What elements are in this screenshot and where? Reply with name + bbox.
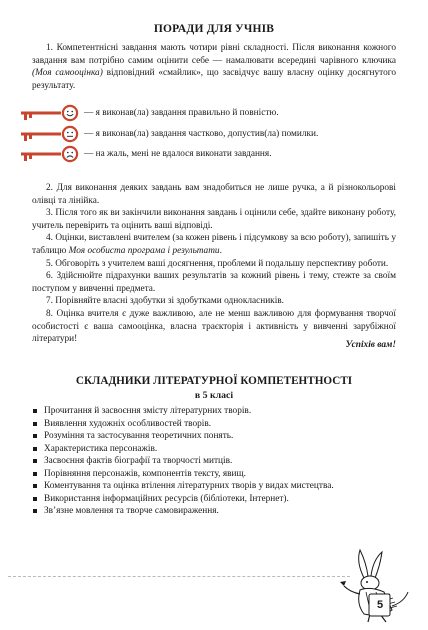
neutral-face-key-icon bbox=[20, 125, 80, 143]
tip-paragraph-6: 6. Здійснюйте підрахунки ваших результатів за кожний рівень і тему, стежте за своїм поступом у вивченні предмета. bbox=[32, 271, 396, 294]
page-number: 5 bbox=[376, 599, 384, 611]
bleed-through-text bbox=[110, 4, 370, 14]
intro-italic: (Моя самооцінка) bbox=[32, 68, 103, 79]
key-label-neutral: — я виконав(ла) завдання частково, допустив(ла) помилки. bbox=[84, 128, 319, 139]
tip-paragraph-4: 4. Оцінки, виставлені вчителем (за кожен рівень і підсумкову за всю роботу), запишіть у таблицю Моя особиста програма і результати. bbox=[32, 233, 396, 256]
tip-paragraph-7: 7. Порівняйте власні здобутки зі здобутками однокласників. bbox=[46, 296, 284, 307]
competence-list bbox=[32, 405, 402, 518]
tip-paragraph-5: 5. Обговоріть з учителем ваші досягнення, проблеми й подальшу перспективу роботи. bbox=[46, 258, 389, 269]
table-name-italic: Моя особиста програма і результати bbox=[68, 245, 220, 256]
section-title-tips: ПОРАДИ ДЛЯ УЧНІВ bbox=[153, 23, 275, 35]
list-item: Використання інформаційних ресурсів (бібліотеки, Інтернет). bbox=[32, 493, 402, 506]
list-item: Засвоєння фактів біографії та творчості митців. bbox=[32, 455, 402, 468]
key-label-happy: — я виконав(ла) завдання правильно й повністю. bbox=[84, 108, 279, 119]
list-item: Характеристика персонажів. bbox=[32, 443, 402, 456]
closing-wish: Успіхів вам! bbox=[345, 340, 396, 350]
self-assessment-keys bbox=[20, 103, 400, 165]
tip-paragraph-2: 2. Для виконання деяких завдань вам знадобиться не лише ручка, а й різнокольорові олівці та лінійка. bbox=[32, 183, 396, 206]
list-item: Виявлення художніх особливостей творів. bbox=[32, 418, 402, 431]
sad-face-key-icon bbox=[20, 145, 80, 163]
list-item: Порівняння персонажів, компонентів тексту, явищ. bbox=[32, 468, 402, 481]
list-item: Прочитання й засвоєння змісту літературних творів. bbox=[32, 405, 402, 418]
tip-paragraph-8: 8. Оцінка вчителя є дуже важливою, але не менш важливою для формування творчої особистості є ваша самооцінка, власна траєкторія і активність у вивченні зарубіжної літератури! bbox=[32, 308, 396, 345]
key-row-neutral bbox=[20, 124, 400, 145]
list-item: Зв’язне мовлення та творче самовираження. bbox=[32, 505, 402, 518]
intro-paragraph: 1. Компетентнісні завдання мають чотири рівні складності. Після виконання кожного завдання вам потрібно самим оцінити себе — намалювати всередині чарівного ключика (Моя самооцінка) відповідний «смайлик», що засвідчує вашу власну оцінку досягнутого результату. bbox=[32, 43, 396, 91]
list-item: Розуміння та застосування теоретичних понять. bbox=[32, 430, 402, 443]
key-label-sad: — на жаль, мені не вдалося виконати завдання. bbox=[84, 149, 272, 160]
footer-dashed-line bbox=[8, 576, 350, 577]
tips-paragraphs bbox=[32, 182, 396, 346]
section-title-competence: СКЛАДНИКИ ЛІТЕРАТУРНОЇ КОМПЕТЕНТНОСТІ bbox=[75, 375, 353, 387]
tip-paragraph-3: 3. Після того як ви закінчили виконання завдань і оцінили себе, здайте виконану роботу, учитель перевірить та оцінить ваші відповіді. bbox=[32, 208, 396, 231]
key-row-sad bbox=[20, 144, 400, 165]
key-row-happy bbox=[20, 103, 400, 124]
happy-face-key-icon bbox=[20, 104, 80, 122]
list-item: Коментування та оцінка втілення літературних творів у видах мистецтва. bbox=[32, 480, 402, 493]
section-subtitle-grade: в 5 класі bbox=[194, 390, 234, 401]
